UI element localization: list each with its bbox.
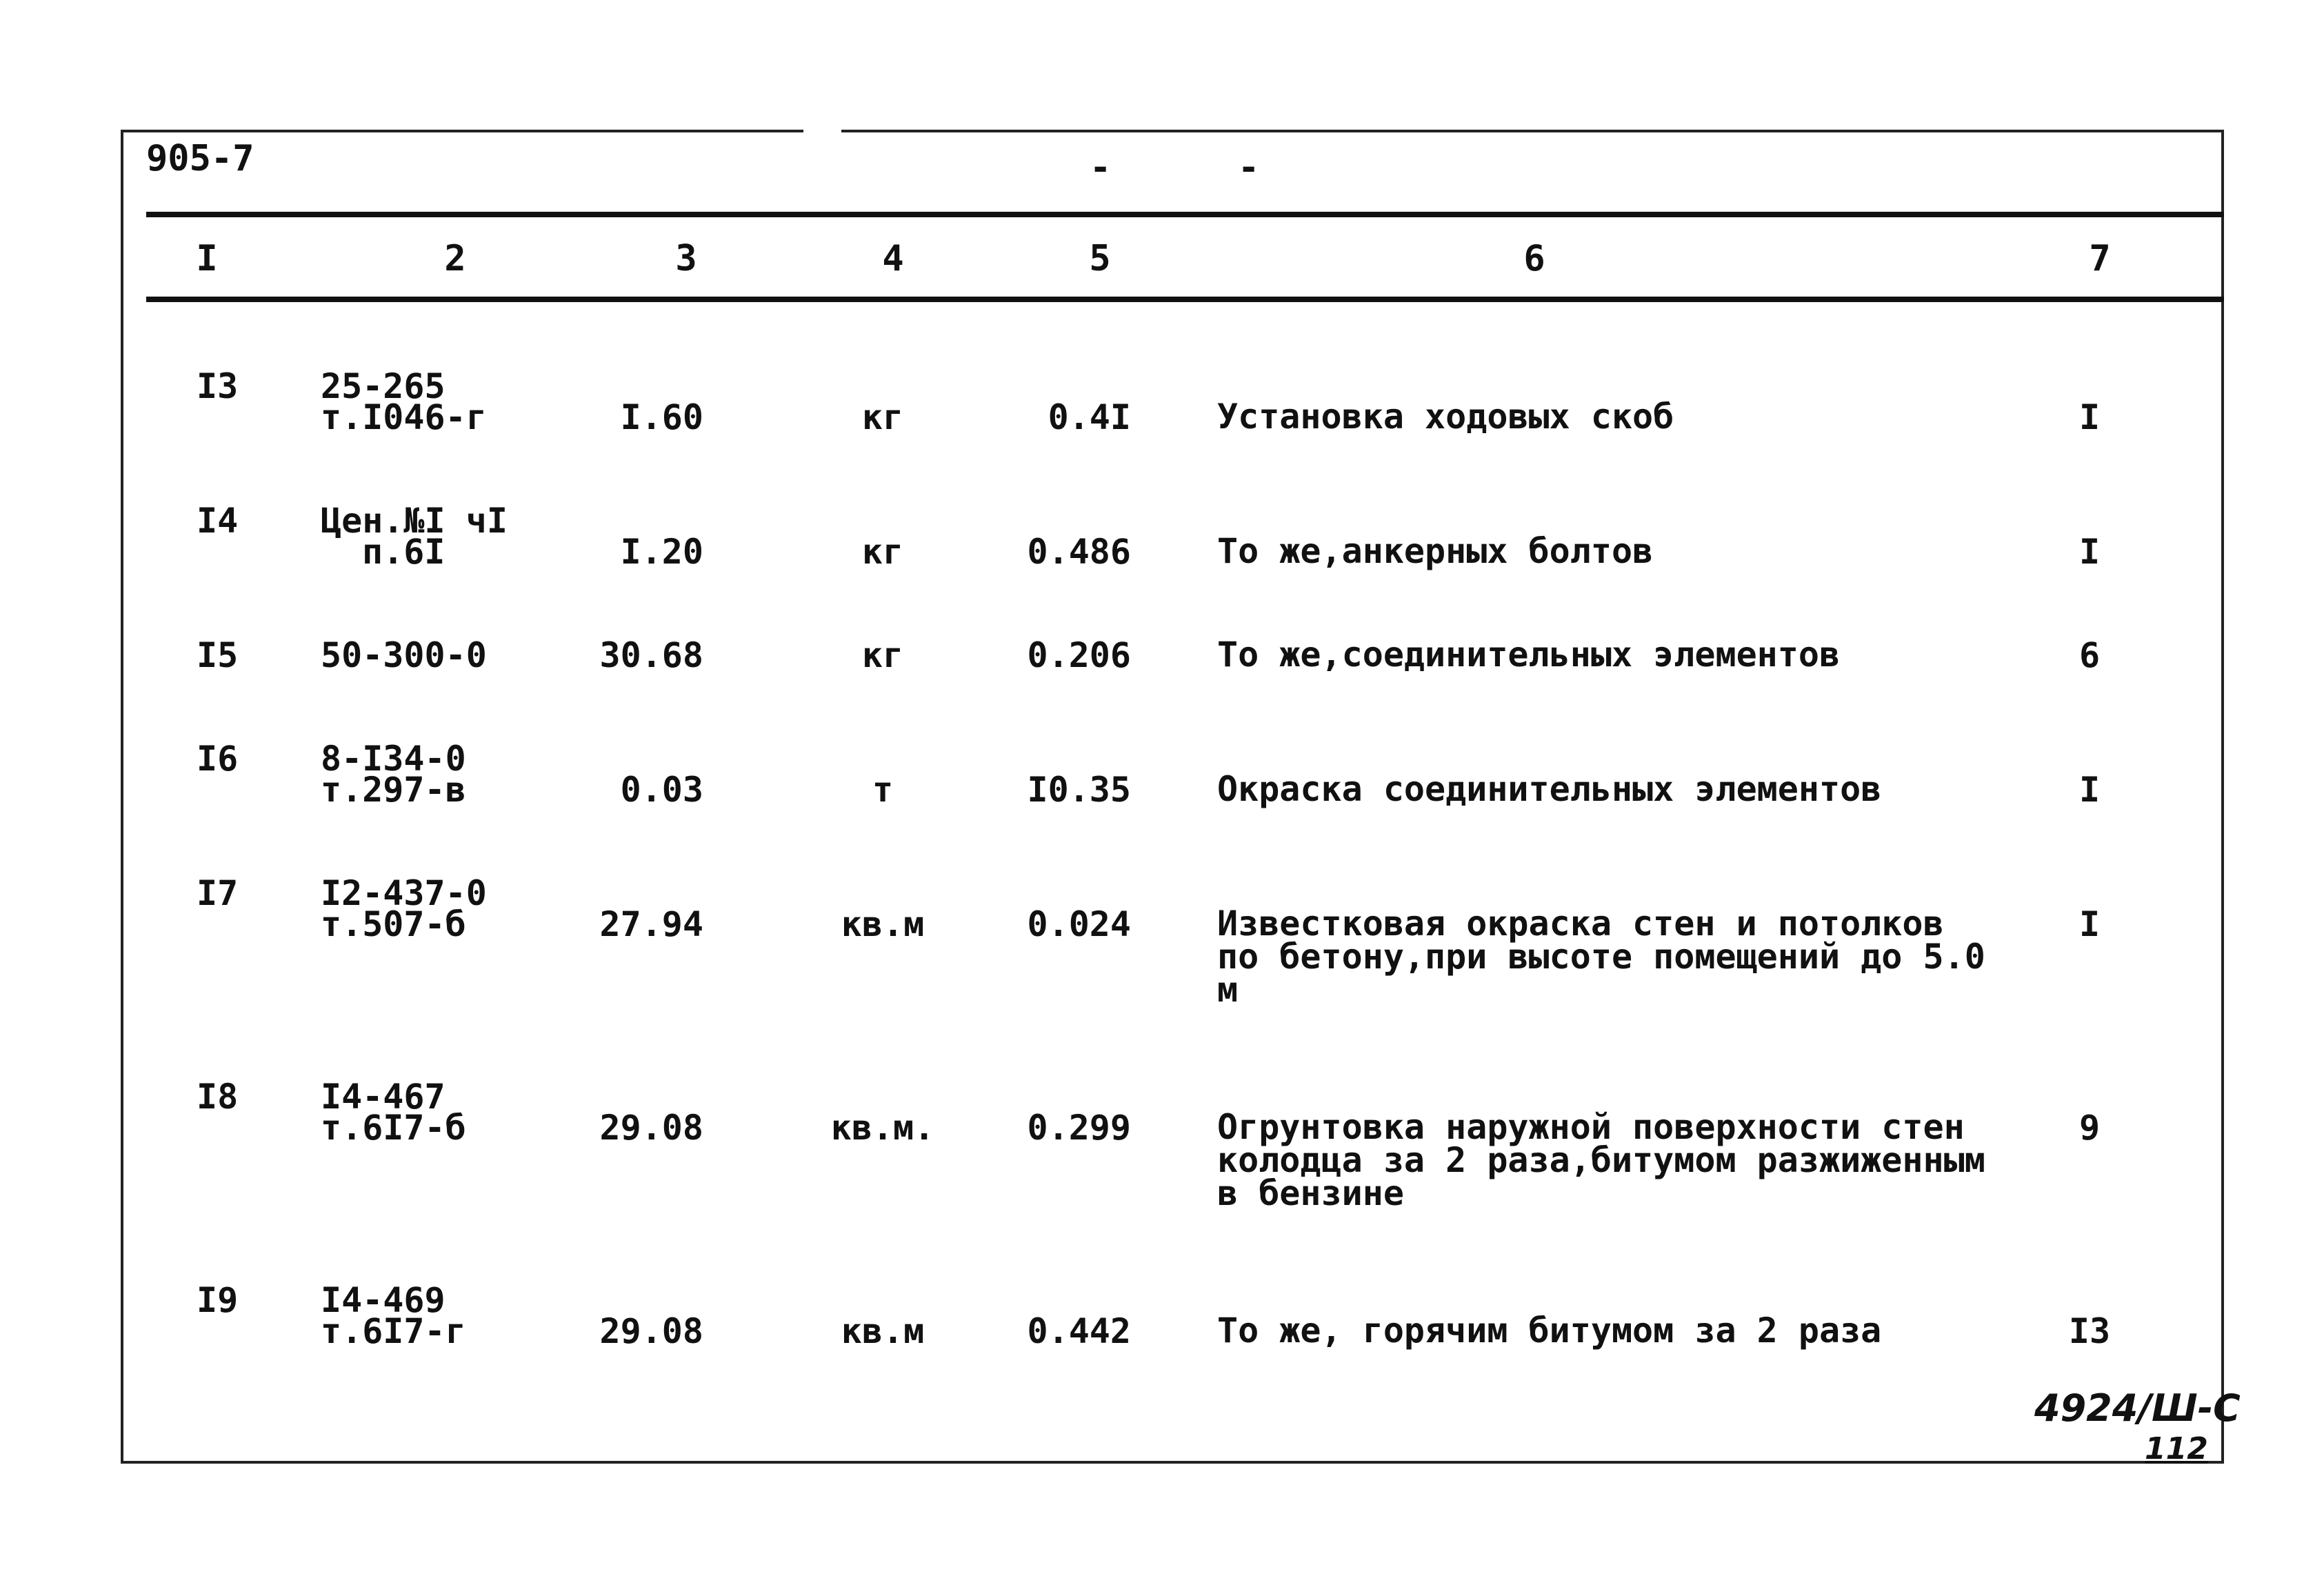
header-rule-top [146, 212, 2224, 217]
row-norm: 0.4I [1048, 397, 1131, 437]
row-ref-table: п.6I [362, 532, 445, 572]
row-norm: 0.442 [1027, 1311, 1131, 1351]
row-number: I5 [197, 635, 239, 675]
header-rule-bottom [146, 297, 2224, 302]
column-header: I [196, 238, 218, 279]
column-header: 7 [2089, 238, 2111, 279]
row-ref-table: т.I046-г [321, 397, 487, 437]
row-norm: 0.024 [1027, 904, 1131, 944]
row-number: I7 [197, 873, 239, 913]
row-number: I3 [197, 366, 239, 406]
row-number: I4 [197, 501, 239, 541]
row-norm: 0.299 [1027, 1108, 1131, 1148]
row-norm: 0.206 [1027, 635, 1131, 675]
row-description: То же, горячим битумом за 2 раза [1217, 1311, 1882, 1351]
row-ref-code: 25-265 [321, 366, 445, 406]
row-quantity: I.20 [620, 532, 703, 572]
column-header: 3 [675, 238, 697, 279]
row-col7: I [2078, 904, 2101, 944]
column-header: 4 [882, 238, 904, 279]
row-unit: кг [861, 532, 904, 572]
row-description: То же,анкерных болтов [1217, 531, 1654, 571]
top-border-right [841, 130, 2224, 132]
column-header: 6 [1523, 238, 1545, 279]
row-ref-table: т.297-в [321, 770, 466, 810]
row-unit: т [872, 770, 894, 810]
row-norm: I0.35 [1027, 770, 1131, 810]
row-description: Известковая окраска стен и потолков по бетону,при высоте помещений до 5.0 м [1217, 904, 1985, 1010]
row-quantity: 29.08 [599, 1108, 703, 1148]
row-ref-table: т.507-б [321, 904, 466, 944]
top-border-left [121, 130, 803, 132]
page-number-stamp: 112 [2145, 1431, 2208, 1466]
row-unit: кг [861, 397, 904, 437]
row-number: I9 [197, 1280, 239, 1320]
column-header: 5 [1089, 238, 1111, 279]
row-col7: I [2078, 397, 2101, 437]
inventory-stamp: 4924/Ш-С [2034, 1386, 2241, 1430]
row-col7: I [2078, 770, 2101, 810]
row-description: То же,соединительных элементов [1217, 635, 1841, 675]
row-ref-code: I4-467 [321, 1077, 445, 1117]
row-number: I6 [197, 739, 239, 779]
row-ref-code: Цен.№I чI [321, 501, 508, 541]
row-col7: I [2078, 532, 2101, 572]
row-col7: 6 [2078, 635, 2101, 675]
row-description: Окраска соединительных элементов [1217, 769, 1882, 809]
row-quantity: 29.08 [599, 1311, 703, 1351]
row-ref-table: т.6I7-г [321, 1311, 466, 1351]
row-ref-code: 50-300-0 [321, 635, 487, 675]
row-number: I8 [197, 1077, 239, 1117]
row-unit: кв.м. [830, 1108, 935, 1148]
header-dash: - [1238, 147, 1260, 188]
row-ref-code: I4-469 [321, 1280, 445, 1320]
row-quantity: 0.03 [620, 770, 703, 810]
row-ref-code: I2-437-0 [321, 873, 487, 913]
header-dash: - [1090, 147, 1112, 188]
row-norm: 0.486 [1027, 532, 1131, 572]
column-header: 2 [444, 238, 466, 279]
row-description: Установка ходовых скоб [1217, 397, 1674, 437]
row-ref-code: 8-I34-0 [321, 739, 466, 779]
row-unit: кв.м [841, 1311, 925, 1351]
row-quantity: I.60 [620, 397, 703, 437]
row-description: Огрунтовка наружной поверхности стен колодца за 2 раза,битумом разжиженным в бензине [1217, 1107, 1985, 1213]
row-unit: кв.м [841, 904, 925, 944]
row-unit: кг [861, 635, 904, 675]
document-code: 905-7 [146, 138, 254, 179]
row-quantity: 27.94 [599, 904, 703, 944]
row-col7: 9 [2078, 1108, 2101, 1148]
row-quantity: 30.68 [599, 635, 703, 675]
row-col7: I3 [2068, 1311, 2111, 1351]
row-ref-table: т.6I7-б [321, 1108, 466, 1148]
